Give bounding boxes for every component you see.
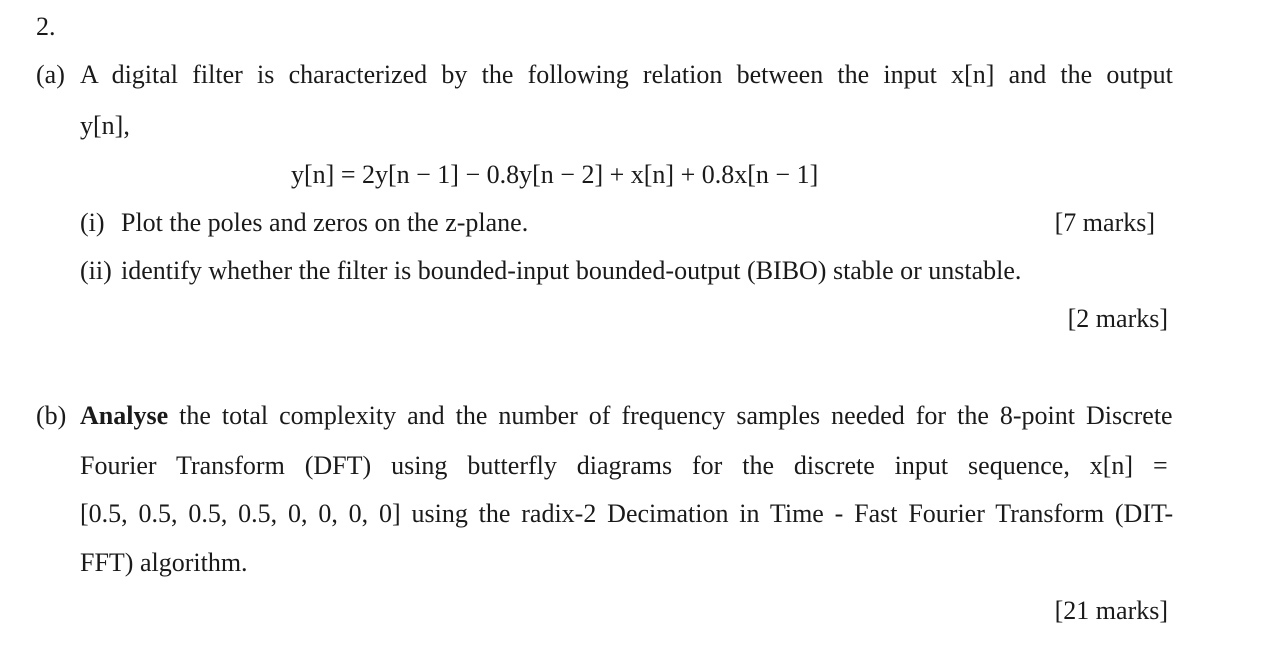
difference-equation: y[n] = 2y[n − 1] − 0.8y[n − 2] + x[n] + 0.8x[n − 1] bbox=[291, 160, 819, 189]
part-a-label: (a) bbox=[36, 60, 65, 89]
question-number: 2. bbox=[36, 12, 56, 41]
part-b-line-3: [0.5, 0.5, 0.5, 0.5, 0, 0, 0, 0] using the radix-2 Decimation in Time - Fast Fourier Transform (DIT- bbox=[80, 499, 1174, 528]
part-b-marks: [21 marks] bbox=[1054, 596, 1168, 625]
part-b-line-4: FFT) algorithm. bbox=[80, 548, 248, 577]
part-b-line-1: Analyse the total complexity and the number of frequency samples needed for the 8-point Discrete bbox=[80, 401, 1173, 430]
sub-i-marks: [7 marks] bbox=[1054, 208, 1155, 237]
analyse-keyword: Analyse bbox=[80, 401, 169, 430]
sub-i-text: Plot the poles and zeros on the z-plane. bbox=[121, 208, 529, 237]
part-a-line-1: A digital filter is characterized by the following relation between the input x[n] and the output bbox=[80, 60, 1173, 89]
part-b-line-2: Fourier Transform (DFT) using butterfly diagrams for the discrete input sequence, x[n] = bbox=[80, 451, 1168, 480]
part-a-line-2: y[n], bbox=[80, 111, 130, 140]
sub-i-label: (i) bbox=[80, 208, 105, 237]
part-b-label: (b) bbox=[36, 401, 67, 430]
sub-ii-label: (ii) bbox=[80, 256, 112, 285]
sub-ii-marks: [2 marks] bbox=[1067, 304, 1168, 333]
sub-ii-text: identify whether the filter is bounded-input bounded-output (BIBO) stable or unstable. bbox=[121, 256, 1022, 285]
